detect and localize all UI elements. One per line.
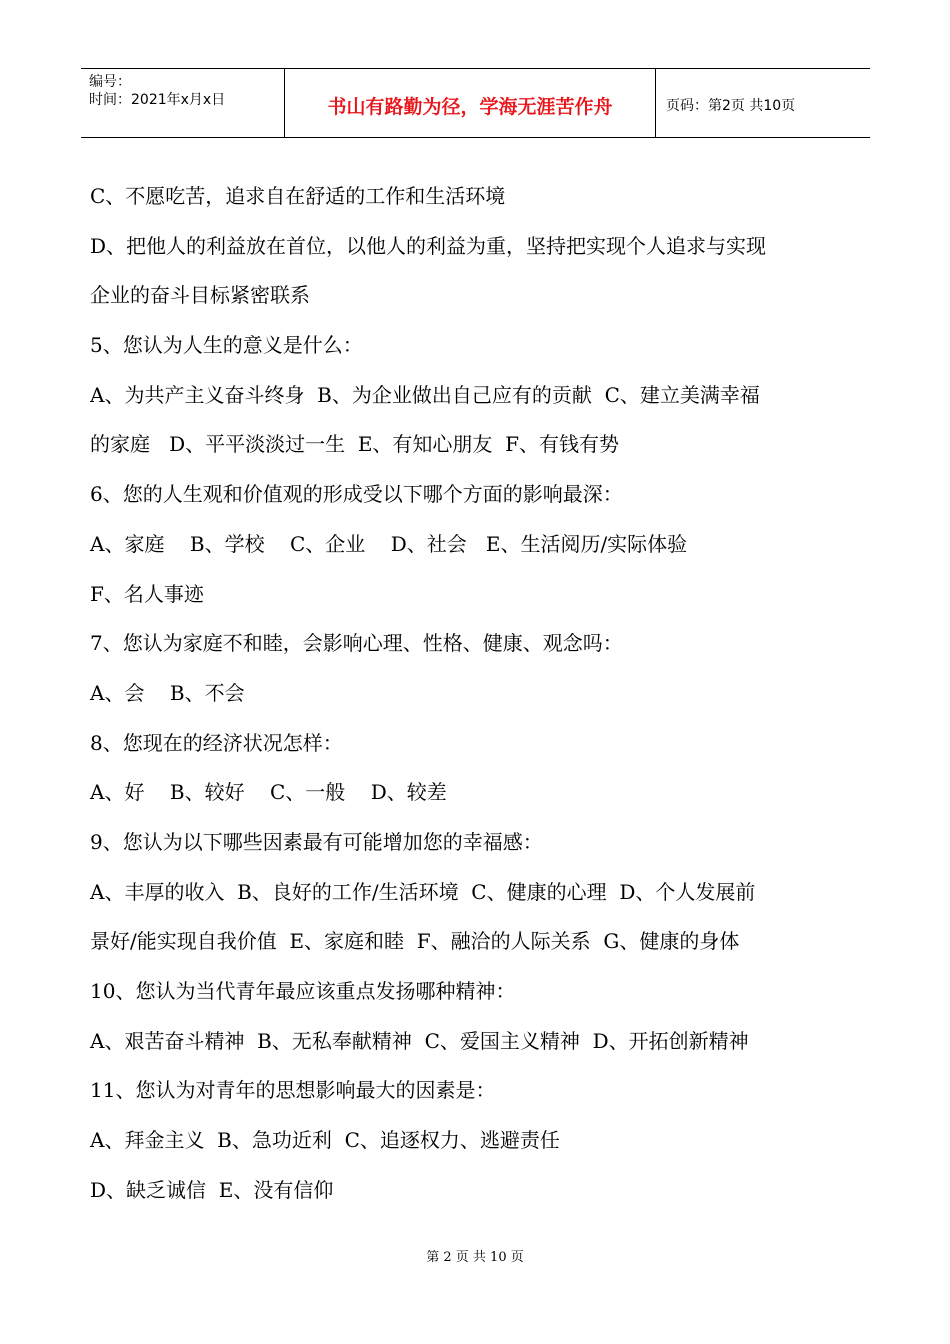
question-6: 6、您的人生观和价值观的形成受以下哪个方面的影响最深： (90, 482, 623, 507)
text-line: D、把他人的利益放在首位，以他人的利益为重，坚持把实现个人追求与实现 (90, 233, 767, 258)
document-body (90, 172, 865, 1215)
header-page-info: 页码：第2页 共10页 (666, 98, 796, 114)
question-5: 5、您认为人生的意义是什么： (90, 333, 363, 358)
header-meta (81, 69, 284, 137)
question-7: 7、您认为家庭不和睦，会影响心理、性格、健康、观念吗： (90, 631, 623, 656)
question-11: 11、您认为对青年的思想影响最大的因素是： (90, 1078, 496, 1103)
page-header (81, 68, 870, 138)
header-motto: 书山有路勤为径，学海无涯苦作舟 (284, 69, 656, 137)
doc-time-label: 时间：2021年x月x日 (89, 92, 226, 108)
text-line: A、丰厚的收入 B、良好的工作/生活环境 C、健康的心理 D、个人发展前 (90, 879, 756, 904)
text-line: A、会 B、不会 (90, 680, 245, 705)
text-line: A、为共产主义奋斗终身 B、为企业做出自己应有的贡献 C、建立美满幸福 (90, 382, 760, 407)
text-line: A、家庭 B、学校 C、企业 D、社会 E、生活阅历/实际体验 (90, 531, 688, 556)
text-line: A、好 B、较好 C、一般 D、较差 (90, 780, 447, 805)
text-line: A、拜金主义 B、急功近利 C、追逐权力、逃避责任 (90, 1128, 560, 1153)
text-line: F、名人事迹 (90, 581, 204, 606)
text-line: 景好/能实现自我价值 E、家庭和睦 F、融洽的人际关系 G、健康的身体 (90, 929, 740, 954)
text-line: D、缺乏诚信 E、没有信仰 (90, 1177, 334, 1202)
text-line: 的家庭 D、平平淡淡过一生 E、有知心朋友 F、有钱有势 (90, 432, 620, 457)
text-line: C、不愿吃苦，追求自在舒适的工作和生活环境 (90, 184, 506, 208)
doc-number-label: 编号： (89, 74, 131, 90)
text-line: 企业的奋斗目标紧密联系 (90, 283, 310, 308)
question-8: 8、您现在的经济状况怎样： (90, 730, 343, 755)
text-line: A、艰苦奋斗精神 B、无私奉献精神 C、爱国主义精神 D、开拓创新精神 (90, 1028, 749, 1053)
question-10: 10、您认为当代青年最应该重点发扬哪种精神： (90, 979, 516, 1003)
page-footer: 第 2 页 共 10 页 (426, 1250, 524, 1265)
question-9: 9、您认为以下哪些因素最有可能增加您的幸福感： (90, 829, 543, 854)
